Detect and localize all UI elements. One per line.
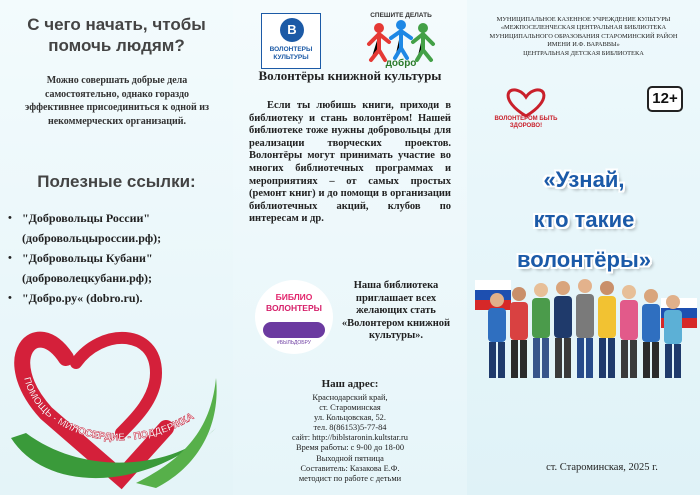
website-link[interactable]: сайт: http://biblstaronin.kultstar.ru: [292, 433, 408, 443]
red-heart-icon: [489, 86, 563, 118]
organization-header: [477, 16, 690, 58]
link-name: • "Добровольцы Кубани": [22, 251, 153, 265]
link-item[interactable]: [8, 248, 230, 288]
link-item[interactable]: [8, 208, 230, 248]
biblio-logo-tag: #БЫЛЬДОБРУ: [277, 340, 311, 346]
middle-panel: [233, 0, 467, 495]
link-name: • "Добро.ру« (dobro.ru).: [22, 291, 143, 305]
middle-panel-body: Если ты любишь книги, приходи в библиотеку и стань волонтёром! Нашей библиотеке тоже нужны добровольцы для реализации творческих проектов. Волонтёры могут принимать участие во многих библиотечных программах и мероприятиях – от самых простых (ремонт книг) и до помощи в организации библиотечных акций, клубов по интересам и др.: [249, 100, 451, 225]
hours-line: Время работы: с 9-00 до 18-00: [295, 443, 405, 453]
org-line: «МЕЖПОСЕЛЕНЧЕСКАЯ ЦЕНТРАЛЬНАЯ БИБЛИОТЕКА: [500, 24, 667, 32]
link-url: (добровольцыроссии.рф);: [22, 231, 162, 245]
link-url: (доброволецкубани.рф);: [22, 271, 153, 285]
address-line: ст. Староминская: [319, 403, 381, 413]
volunteers-badge-icon: В: [280, 18, 304, 42]
heart-logo-text: ПОМОЩЬ - МИЛОСЕРДИЕ - ПОДДЕРЖКА: [20, 376, 196, 444]
intro-text: Можно совершать добрые дела самостоятельно, однако гораздо эффективнее присоединиться к одной из некоммерческих организаций.: [24, 75, 210, 127]
org-line: МУНИЦИПАЛЬНОГО ОБРАЗОВАНИЯ СТАРОМИНСКИЙ РАЙОН: [489, 32, 678, 40]
org-line: МУНИЦИПАЛЬНОЕ КАЗЕННОЕ УЧРЕЖДЕНИЕ КУЛЬТУРЫ: [496, 16, 671, 23]
author-line: Составитель: Казакова Е.Ф.: [300, 463, 400, 473]
link-name: • "Добровольцы России": [22, 211, 151, 225]
phone-line: тел. 8(86153)5-77-84: [313, 423, 387, 433]
volunteer-healthy-text: ВОЛОНТЕРОМ БЫТЬ ЗДОРОВО!: [494, 116, 558, 129]
invitation-text: Наша библиотека приглашает всех желающих стать «Волонтером книжной культуры».: [341, 280, 451, 342]
org-line: ЦЕНТРАЛЬНАЯ ДЕТСКАЯ БИБЛИОТЕКА: [523, 49, 644, 57]
footer-place-year: ст. Староминская, 2025 г.: [546, 462, 658, 473]
address-line: Краснодарский край,: [312, 393, 388, 402]
heart-right-arc: [76, 338, 156, 433]
title-line: «Узнай,: [543, 167, 625, 192]
dobro-logo-word: добро: [385, 58, 417, 69]
biblio-volunteers-logo: [255, 280, 333, 354]
left-panel: [0, 0, 233, 495]
right-panel: [467, 0, 700, 495]
dobro-logo: [363, 12, 439, 70]
links-heading: Полезные ссылки:: [37, 172, 196, 191]
title-line: кто такие: [533, 207, 635, 232]
age-rating-badge: 12+: [647, 86, 683, 112]
address-heading: Наш адрес:: [321, 378, 379, 390]
author-role-line: методист по работе с детьми: [298, 473, 402, 483]
biblio-logo-line1: БИБЛИО: [275, 292, 313, 302]
useful-links-list: [8, 208, 230, 308]
org-line: ИМЕНИ И.Ф. ВАРАВВЫ»: [547, 41, 620, 49]
heart-hands-logo: [6, 318, 228, 490]
address-block: [243, 393, 457, 484]
volunteers-culture-logo: [261, 13, 321, 69]
dayoff-line: Выходной пятница: [316, 453, 384, 463]
title-line: волонтёры»: [516, 247, 651, 272]
link-item[interactable]: [8, 288, 230, 308]
people-group-icon: [488, 279, 682, 378]
volunteers-logo-text: ВОЛОНТЕРЫ КУЛЬТУРЫ: [269, 46, 313, 61]
hands-band-icon: [263, 322, 325, 338]
address-line: ул. Кольцовская, 52.: [314, 413, 386, 423]
volunteer-healthy-logo: [489, 86, 563, 138]
left-panel-title: С чего начать, чтобы помочь людям?: [27, 15, 206, 55]
middle-panel-heading: Волонтёры книжной культуры: [258, 68, 442, 83]
biblio-logo-line2: ВОЛОНТЕРЫ: [266, 303, 322, 313]
dobro-logo-caption: СПЕШИТЕ ДЕЛАТЬ: [370, 12, 432, 19]
volunteers-group-illustration: [475, 258, 697, 382]
